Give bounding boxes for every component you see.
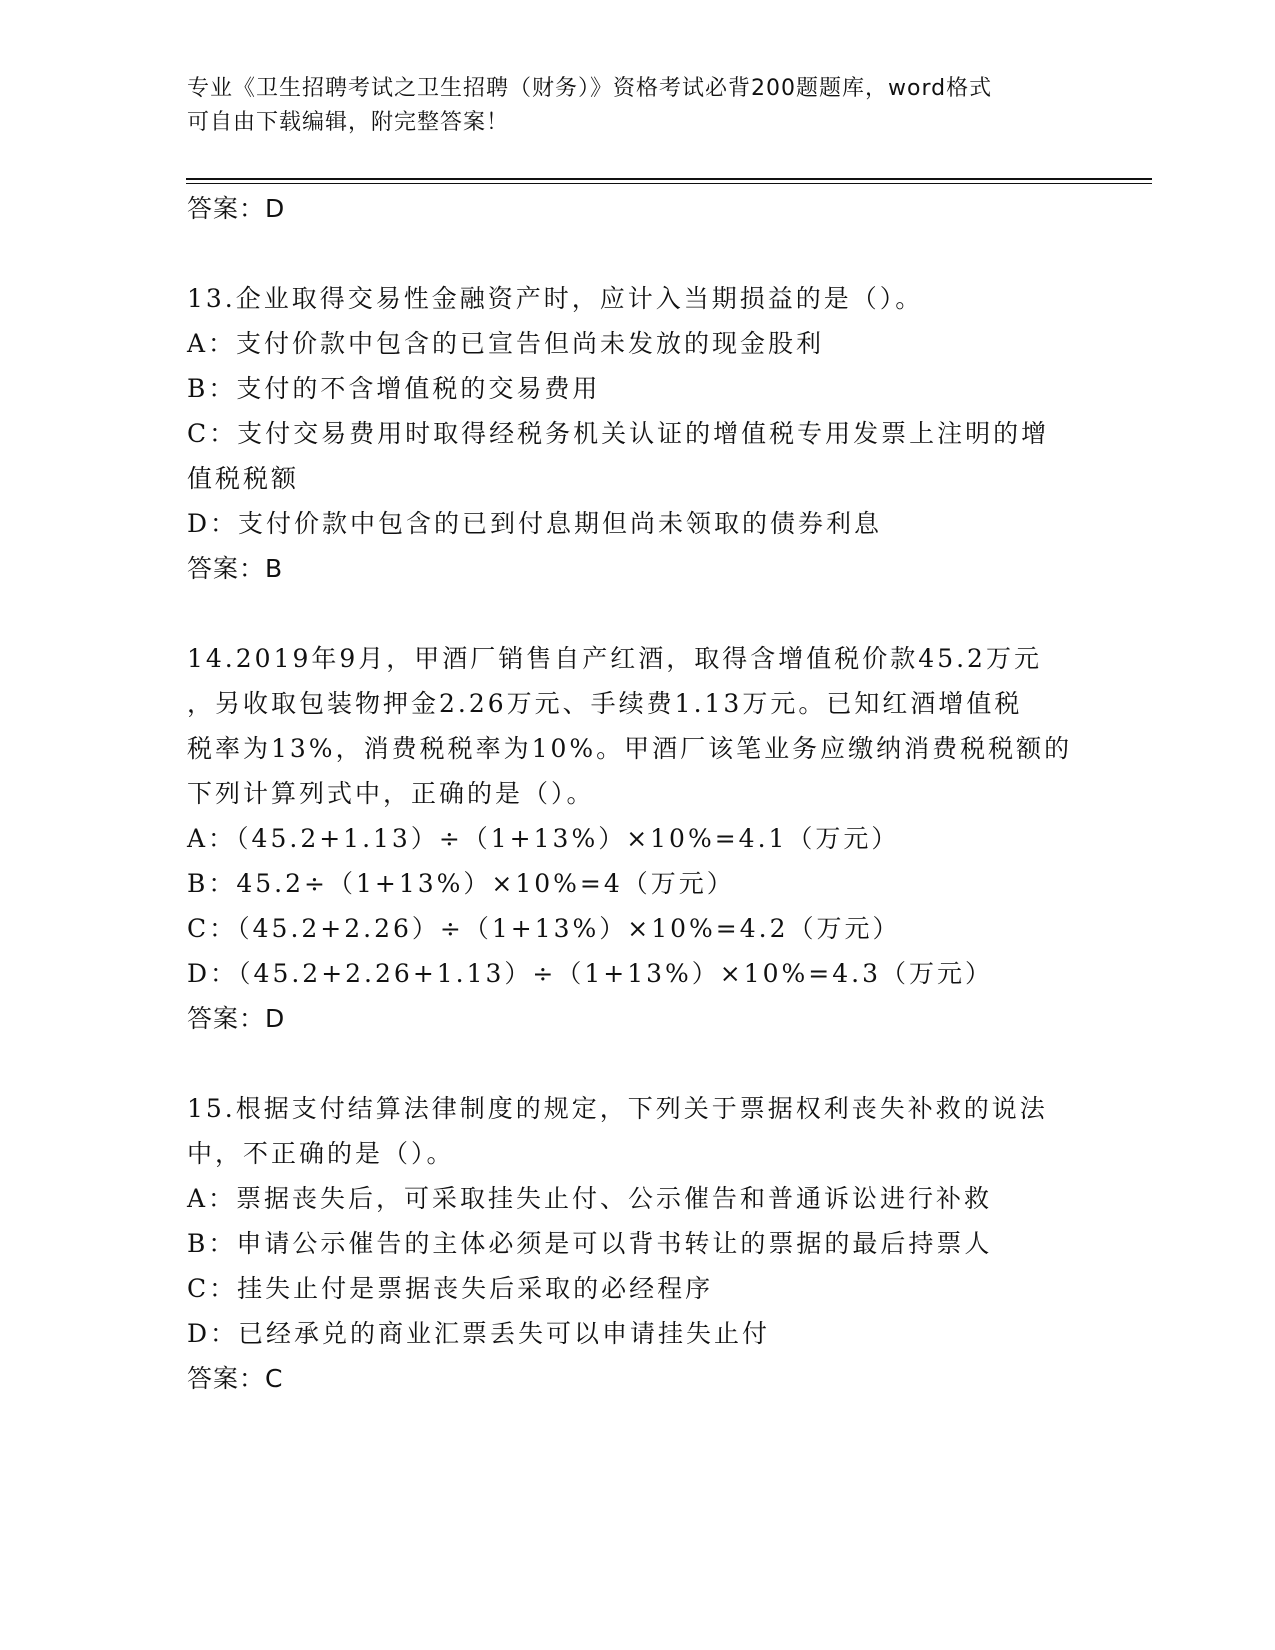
question-14-stem-line-1: 14.2019年9月，甲酒厂销售自产红酒，取得含增值税价款45.2万元 — [187, 644, 1042, 673]
header-divider-thick — [186, 178, 1152, 180]
question-13-option-b: B：支付的不含增值税的交易费用 — [187, 374, 601, 403]
question-13-option-c-line-1: C：支付交易费用时取得经税务机关认证的增值税专用发票上注明的增 — [187, 419, 1050, 448]
question-14-option-b: B：45.2÷（1+13%）×10%=4（万元） — [187, 869, 735, 898]
question-14-option-d: D：（45.2+2.26+1.13）÷（1+13%）×10%=4.3（万元） — [187, 959, 994, 988]
question-13-option-a: A：支付价款中包含的已宣告但尚未发放的现金股利 — [187, 329, 825, 358]
header-title-line-2: 可自由下载编辑，附完整答案！ — [187, 110, 510, 135]
spacer — [187, 232, 1087, 276]
question-15-option-c: C：挂失止付是票据丧失后采取的必经程序 — [187, 1274, 714, 1303]
document-body — [187, 186, 1087, 1402]
question-15-answer: 答案：C — [187, 1364, 284, 1393]
question-13-option-c-line-2: 值税税额 — [187, 464, 300, 493]
question-15-option-b: B：申请公示催告的主体必须是可以背书转让的票据的最后持票人 — [187, 1229, 993, 1258]
question-13-answer: 答案：B — [187, 554, 284, 583]
question-14-stem-line-2: ，另收取包装物押金2.26万元、手续费1.13万元。已知红酒增值税 — [187, 689, 1023, 718]
question-15 — [187, 1086, 1087, 1402]
question-13 — [187, 276, 1087, 592]
question-13-stem: 13.企业取得交易性金融资产时，应计入当期损益的是（）。 — [187, 284, 924, 313]
question-15-option-d: D：已经承兑的商业汇票丢失可以申请挂失止付 — [187, 1319, 771, 1348]
question-15-stem-line-2: 中，不正确的是（）。 — [187, 1139, 455, 1168]
question-14 — [187, 636, 1087, 1042]
header-divider-thin — [186, 183, 1152, 184]
header-title-line-1: 专业《卫生招聘考试之卫生招聘（财务）》资格考试必背200题题库，word格式 — [187, 76, 993, 101]
spacer — [187, 592, 1087, 636]
page-header — [187, 72, 1087, 140]
question-14-option-a: A：（45.2+1.13）÷（1+13%）×10%=4.1（万元） — [187, 824, 900, 853]
question-14-stem-line-4: 下列计算列式中，正确的是（）。 — [187, 779, 595, 808]
question-15-option-a: A：票据丧失后，可采取挂失止付、公示催告和普通诉讼进行补救 — [187, 1184, 993, 1213]
question-14-stem-line-3: 税率为13%，消费税税率为10%。甲酒厂该笔业务应缴纳消费税税额的 — [187, 734, 1073, 763]
question-14-answer: 答案：D — [187, 1004, 286, 1033]
previous-answer: 答案：D — [187, 194, 286, 223]
spacer — [187, 1042, 1087, 1086]
question-15-stem-line-1: 15.根据支付结算法律制度的规定，下列关于票据权利丧失补救的说法 — [187, 1094, 1048, 1123]
question-13-option-d: D：支付价款中包含的已到付息期但尚未领取的债券利息 — [187, 509, 883, 538]
question-14-option-c: C：（45.2+2.26）÷（1+13%）×10%=4.2（万元） — [187, 914, 901, 943]
